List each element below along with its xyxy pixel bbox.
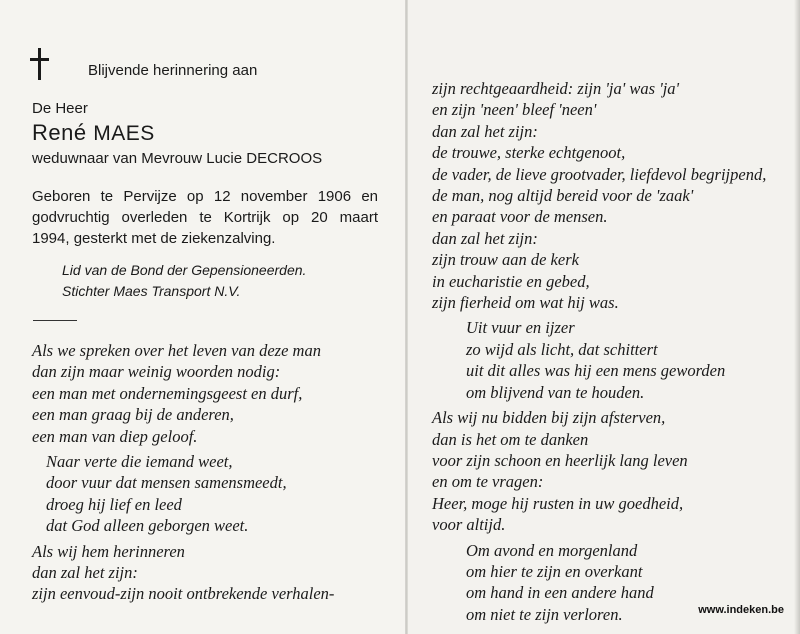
right-panel (408, 0, 800, 634)
stanza (32, 340, 334, 447)
poem-line: in eucharistie en gebed, (432, 271, 590, 291)
salutation: De Heer (32, 100, 88, 117)
poem-line: zijn trouw aan de kerk (432, 250, 579, 270)
poem-line: voor altijd. (432, 515, 506, 535)
bio-line: Geboren te Pervijze op 12 november 1906 en (32, 188, 378, 205)
poem-line: Naar verte die iemand weet, (46, 452, 233, 472)
poem-line: om blijvend van te houden. (466, 382, 645, 402)
poem-line: zijn rechtgeaardheid: zijn 'ja' was 'ja' (432, 79, 680, 98)
poem-line: dan zal het zijn: (32, 563, 138, 583)
poem-line: uit dit alles was hij een mens geworden (466, 361, 726, 381)
poem-line: dan is het om te danken (432, 429, 589, 449)
stanza (466, 317, 766, 403)
poem-line: de vader, de lieve grootvader, liefdevol begrijpend, (432, 164, 767, 184)
poem-line: Uit vuur en ijzer (466, 318, 575, 338)
poem-line: en zijn 'neen' bleef 'neen' (432, 100, 597, 120)
poem-line: voor zijn schoon en heerlijk lang leven (432, 450, 688, 470)
poem-line: dat God alleen geborgen weet. (46, 516, 249, 536)
poem-line: een man met ondernemingsgeest en durf, (32, 383, 303, 403)
poem-line: Heer, moge hij rusten in uw goedheid, (432, 493, 684, 513)
last-name: MAES (93, 122, 155, 145)
poem-line: Als wij hem herinneren (32, 541, 185, 561)
poem-line: de man, nog altijd bereid voor de 'zaak' (432, 186, 694, 206)
watermark: www.indeken.be (698, 604, 784, 616)
first-name: René (32, 120, 87, 145)
founder-note: Stichter Maes Transport N.V. (62, 283, 241, 299)
stanza (432, 78, 766, 313)
poem-line: Als we spreken over het leven van deze man (32, 341, 321, 360)
bio-line: 1994, gesterkt met de ziekenzalving. (32, 230, 276, 247)
stanza (46, 451, 334, 537)
poem-line: dan zal het zijn: (432, 121, 538, 141)
poem-line: om hand in een andere hand (466, 583, 654, 603)
poem-line: een man graag bij de anderen, (32, 405, 234, 425)
membership-note: Lid van de Bond der Gepensioneerden. (62, 262, 307, 278)
remembrance-heading: Blijvende herinnering aan (88, 62, 258, 79)
poem-line: dan zal het zijn: (432, 228, 538, 248)
poem-line: de trouwe, sterke echtgenoot, (432, 143, 626, 163)
stanza (32, 541, 334, 605)
poem-line: om niet te zijn verloren. (466, 604, 623, 624)
stanza (432, 407, 766, 535)
latin-cross-icon (28, 48, 52, 80)
poem-line: en om te vragen: (432, 472, 544, 492)
deceased-name (32, 120, 155, 146)
bio-paragraph (32, 186, 378, 249)
bio-line: godvruchtig overleden te Kortrijk op 20 maart (32, 209, 378, 226)
poem-line: door vuur dat mensen samensmeedt, (46, 473, 287, 493)
poem-line: Om avond en morgenland (466, 540, 638, 560)
poem-line: droeg hij lief en leed (46, 494, 182, 514)
poem-line: en paraat voor de mensen. (432, 207, 608, 227)
widower-line: weduwnaar van Mevrouw Lucie DECROOS (32, 150, 323, 167)
poem-line: dan zijn maar weinig woorden nodig: (32, 362, 281, 382)
poem-line: om hier te zijn en overkant (466, 561, 643, 581)
poem-line: zijn eenvoud-zijn nooit ontbrekende verhalen- (32, 584, 335, 604)
poem-right (432, 78, 766, 629)
poem-line: zo wijd als licht, dat schittert (466, 339, 658, 359)
poem-left (32, 340, 334, 609)
divider (33, 320, 77, 321)
poem-line: zijn fierheid om wat hij was. (432, 293, 619, 313)
poem-line: een man van diep geloof. (32, 426, 198, 446)
poem-line: Als wij nu bidden bij zijn afsterven, (432, 408, 666, 428)
